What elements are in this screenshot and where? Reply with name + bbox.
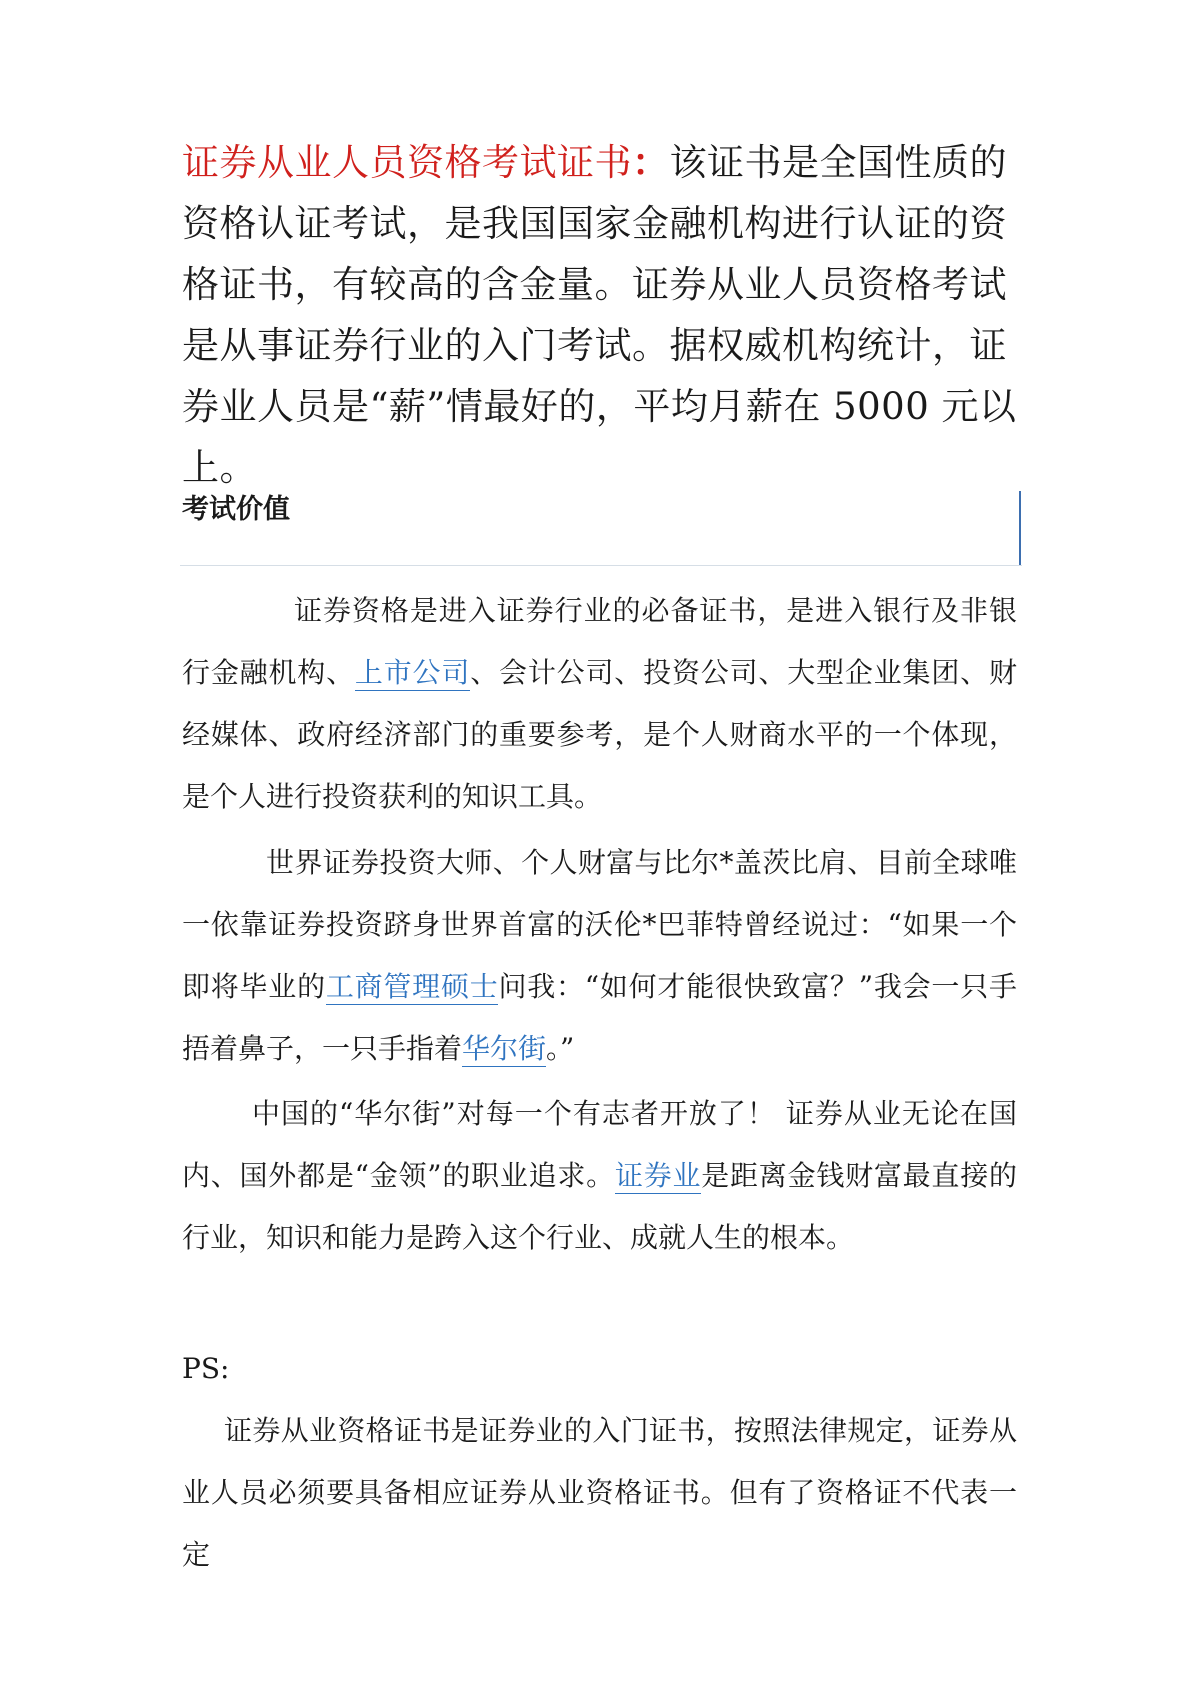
link-listed-company[interactable]: 上市公司 <box>354 656 471 689</box>
paragraph-buffett-quote <box>182 832 1017 1080</box>
p1-text-before: 证券资格是进入证券行业的必备证书，是进入银行及非银行金融机构、 <box>182 594 1017 689</box>
p3-text-after: 是距离金钱财富最直接的行业，知识和能力是跨入这个行业、成就人生的根本。 <box>182 1159 1017 1254</box>
paragraph-exam-value <box>182 580 1017 828</box>
section-divider <box>180 565 1022 566</box>
intro-text: 该证书是全国性质的资格认证考试，是我国国家金融机构进行认证的资格证书，有较高的含金量。证券从业人员资格考试是从事证券行业的入门考试。据权威机构统计，证券业人员是“薪”情最好的，平均月薪在 5000 元以上。 <box>182 141 1017 489</box>
paragraph-china-wall-street <box>182 1083 1017 1269</box>
p2-text-before: 世界证券投资大师、个人财富与比尔*盖茨比肩、目前全球唯一依靠证券投资跻身世界首富的沃伦*巴菲特曾经说过：“如果一个即将毕业的 <box>182 846 1017 1003</box>
link-securities-industry[interactable]: 证券业 <box>614 1159 702 1192</box>
section-side-bar <box>1019 491 1021 565</box>
intro-paragraph <box>182 132 1022 498</box>
p1-text-after: 、会计公司、投资公司、大型企业集团、财经媒体、政府经济部门的重要参考，是个人财商水平的一个体现，是个人进行投资获利的知识工具。 <box>182 656 1017 813</box>
p3-text-before: 中国的“华尔街”对每一个有志者开放了！ 证券从业无论在国内、国外都是“金领”的职业追求。 <box>182 1097 1017 1192</box>
link-mba[interactable]: 工商管理硕士 <box>325 970 499 1003</box>
certificate-term: 证券从业人员资格考试证书 <box>182 141 632 184</box>
link-wall-street[interactable]: 华尔街 <box>462 1032 547 1065</box>
paragraph-ps: 证券从业资格证书是证券业的入门证书，按照法律规定，证券从业人员必须要具备相应证券从业资格证书。但有了资格证不代表一定 <box>182 1414 1017 1571</box>
term-colon: ： <box>632 140 670 184</box>
ps-label: PS: <box>182 1352 230 1385</box>
p2-text-after: 。” <box>546 1032 575 1065</box>
p2-text-between: 问我：“如何才能很快致富？”我会一只手捂着鼻子，一只手指着 <box>182 970 1017 1065</box>
section-title: 考试价值 <box>182 494 290 525</box>
